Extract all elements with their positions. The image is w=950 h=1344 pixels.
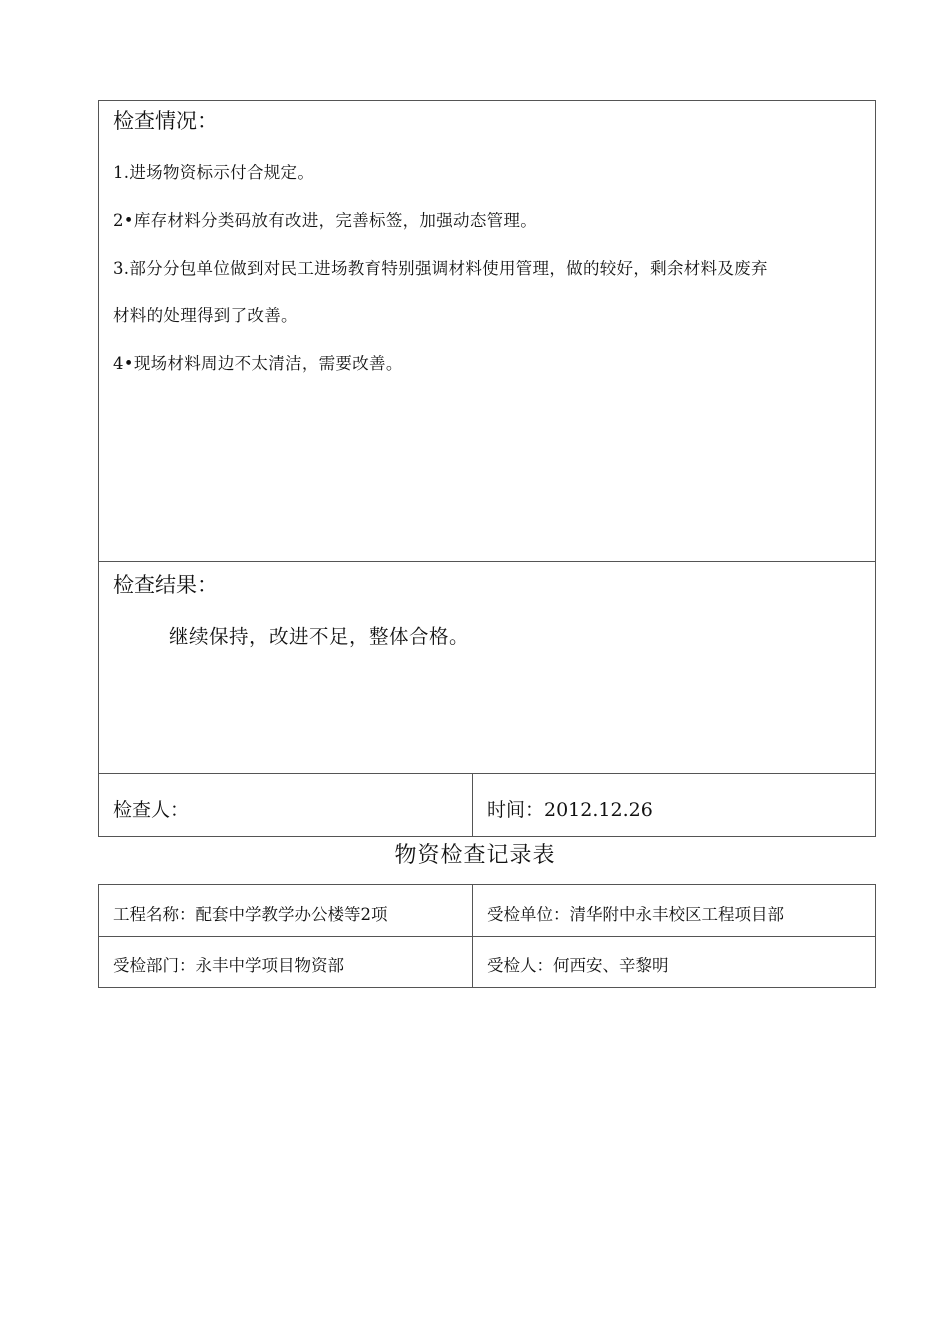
inspection-result-section (99, 561, 875, 774)
situation-item-1: 1.进场物资标示付合规定。 (113, 163, 315, 182)
inspected-person-cell: 受检人：何西安、辛黎明 (487, 956, 669, 975)
inspected-department-cell: 受检部门：永丰中学项目物资部 (113, 956, 344, 975)
inspection-record-table (98, 100, 876, 837)
column-divider (472, 773, 473, 836)
situation-heading: 检查情况： (113, 109, 218, 133)
signature-row (99, 773, 875, 836)
situation-item-3-line-2: 材料的处理得到了改善。 (113, 306, 298, 325)
form-title: 物资检查记录表 (394, 843, 556, 868)
column-divider (472, 885, 473, 936)
inspection-situation-section (99, 101, 875, 562)
situation-item-3-line-1: 3.部分分包单位做到对民工进场教育特别强调材料使用管理，做的较好，剩余材料及废弃 (113, 259, 768, 278)
project-name-cell: 工程名称：配套中学教学办公楼等2项 (113, 905, 388, 924)
inspector-label: 检查人： (113, 799, 190, 821)
inspection-header-table (98, 884, 876, 988)
table-row (99, 885, 875, 937)
situation-item-2: 2•库存材料分类码放有改进，完善标签，加强动态管理。 (113, 211, 538, 230)
result-heading: 检查结果： (113, 573, 218, 597)
inspected-unit-cell: 受检单位：清华附中永丰校区工程项目部 (487, 905, 784, 924)
situation-item-4: 4•现场材料周边不太清洁，需要改善。 (113, 354, 403, 373)
result-text: 继续保持，改进不足，整体合格。 (169, 625, 470, 648)
column-divider (472, 936, 473, 987)
inspection-time: 时间：2012.12.26 (487, 799, 653, 821)
table-row (99, 936, 875, 987)
